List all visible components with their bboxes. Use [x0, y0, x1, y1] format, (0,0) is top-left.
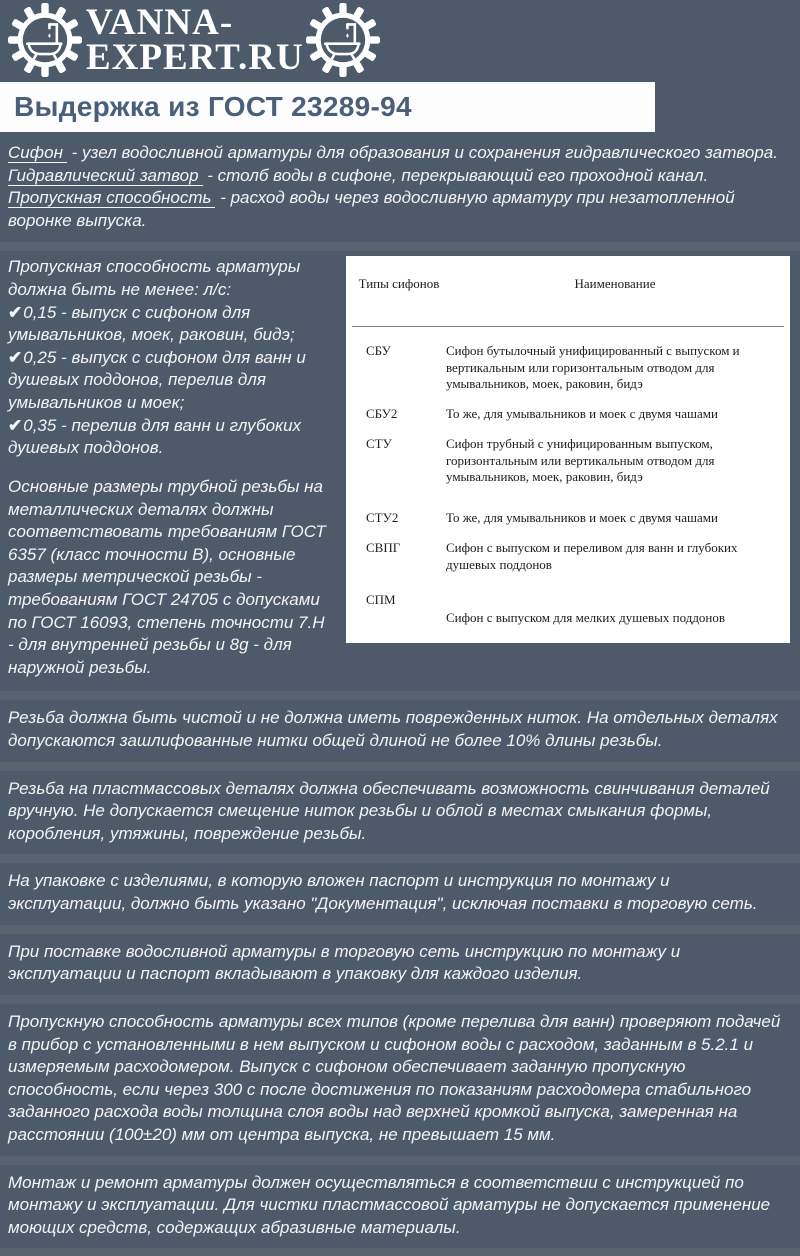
- table-header-row: [352, 268, 784, 327]
- text-paragraph: Резьба должна быть чистой и не должна иметь поврежденных ниток. На отдельных деталях допускаются зашлифованные нитки общей длиной не более 10% длины резьбы.: [0, 700, 800, 761]
- definition-term: Пропускная способность: [8, 188, 215, 208]
- text-paragraph: Пропускную способность арматуры всех типов (кроме перелива для ванн) проверяют подачей в прибор с установленными в нем выпуском и сифоном воды с расходом, заданным в 5.2.1 и измеряемым расходомером. Выпуск с сифоном обеспечивает заданную пропускную способность, если через 300 с после достижения по показаниям расходомера стабильного заданного расхода воды толщина слоя воды над верхней кромкой выпуска, замеренная на расстоянии (100±20) мм от центра выпуска, не превышает 15 мм.: [0, 1004, 800, 1156]
- siphon-type-cell: СТУ2: [366, 510, 399, 526]
- siphon-name-cell: То же, для умывальников и моек с двумя чашами: [446, 510, 718, 526]
- siphon-type-cell: СТУ: [366, 436, 392, 452]
- siphon-table: [352, 268, 784, 633]
- table-row: [352, 492, 784, 533]
- definition-text: - узел водосливной арматуры для образования и сохранения гидравлического затвора.: [66, 143, 778, 162]
- capacity-item-text: 0,25 - выпуск с сифоном для ванн и душевых поддонов, перелив для умывальников и моек;: [8, 347, 306, 413]
- definitions-block: [0, 135, 800, 242]
- top-block: [0, 0, 800, 242]
- gear-bathtub-icon: [8, 3, 82, 77]
- logo-line2: EXPERT.RU: [86, 37, 304, 78]
- siphon-name-cell: Сифон с выпуском и переливом для ванн и глубоких душевых поддонов: [446, 540, 738, 572]
- column-header-types: Типы сифонов: [352, 268, 446, 327]
- capacity-item-text: 0,35 - перелив для ванн и глубоких душевых поддонов.: [8, 415, 302, 458]
- definition-line: [8, 165, 790, 188]
- definition-line: [8, 187, 790, 232]
- page-title: Выдержка из ГОСТ 23289-94: [14, 91, 412, 122]
- title-section: [0, 80, 800, 135]
- table-row: [352, 580, 784, 633]
- definition-term: Сифон: [8, 143, 67, 163]
- capacity-item: [8, 347, 334, 415]
- text-paragraph: Монтаж и ремонт арматуры должен осуществляться в соответствии с инструкцией по монтажу и эксплуатации. Для чистки пластмассовой арматуры не допускается применение моющих средств, содержащих абразивные материалы.: [0, 1165, 800, 1249]
- table-row: [352, 429, 784, 492]
- siphon-name-cell: То же, для умывальников и моек с двумя чашами: [446, 406, 718, 422]
- table-row: [352, 399, 784, 429]
- gear-bathtub-icon: [306, 3, 380, 77]
- left-column: [8, 256, 344, 679]
- site-header: [0, 0, 800, 80]
- two-column-block: [0, 251, 800, 691]
- siphon-name-cell: Сифон с выпуском для мелких душевых поддонов: [446, 609, 726, 625]
- table-row: [352, 533, 784, 580]
- check-icon: ✔: [8, 415, 23, 435]
- check-icon: ✔: [8, 302, 23, 322]
- definition-text: - расход воды через водосливную арматуру при незатопленной воронке выпуска.: [8, 188, 735, 230]
- capacity-item-text: 0,15 - выпуск с сифоном для умывальников, моек, раковин, бидэ;: [8, 302, 295, 345]
- siphon-name-cell: Сифон трубный с унифицированным выпуском, горизонтальным или вертикальным отводом для умывальников, моек, раковин, бидэ: [446, 436, 715, 484]
- definition-text: - столб воды в сифоне, перекрывающий его проходной канал.: [202, 165, 709, 185]
- capacity-list: [8, 302, 334, 460]
- definition-line: [8, 142, 790, 165]
- definition-term: Гидравлический затвор: [8, 166, 203, 186]
- siphon-type-cell: СБУ2: [366, 406, 398, 422]
- check-icon: ✔: [8, 347, 23, 367]
- capacity-item: [8, 415, 334, 460]
- logo-line1: VANNA-: [86, 1, 234, 43]
- paragraphs-container: [0, 700, 800, 1248]
- site-logo[interactable]: [86, 1, 304, 78]
- siphon-type-cell: СБУ: [366, 343, 391, 359]
- capacity-item: [8, 302, 334, 347]
- siphon-table-box: [346, 256, 790, 643]
- text-paragraph: Резьба на пластмассовых деталях должна обеспечивать возможность свинчивания деталей вручную. Не допускается смещение ниток резьбы и облой в местах смыкания формы, коробления, утяжины, повреждение резьбы.: [0, 771, 800, 855]
- table-row: [352, 327, 784, 399]
- thread-sizes-paragraph: Основные размеры трубной резьбы на металлических деталях должны соответствовать требованиям ГОСТ 6357 (класс точности В), основные размеры метрической резьбы - требованиям ГОСТ 24705 с допусками по ГОСТ 16093, степень точности 7.Н - для внутренней резьбы и 8g - для наружной резьбы.: [8, 476, 326, 677]
- capacity-intro: Пропускная способность арматуры должна быть не менее: л/с:: [8, 257, 301, 300]
- siphon-name-cell: Сифон бутылочный унифицированный с выпуском и вертикальным или горизонтальным отводом для умывальников, моек, раковин, бидэ: [446, 343, 740, 391]
- text-paragraph: При поставке водосливной арматуры в торговую сеть инструкцию по монтажу и эксплуатации и паспорт вкладывают в упаковку для каждого изделия.: [0, 934, 800, 995]
- text-paragraph: На упаковке с изделиями, в которую вложен паспорт и инструкция по монтажу и эксплуатации, должно быть указано "Документация", исключая поставки в торговую сеть.: [0, 863, 800, 924]
- siphon-type-cell: СПМ: [366, 591, 396, 607]
- column-header-name: Наименование: [446, 268, 784, 327]
- siphon-type-cell: СВПГ: [366, 540, 401, 556]
- title-bar: [0, 82, 655, 132]
